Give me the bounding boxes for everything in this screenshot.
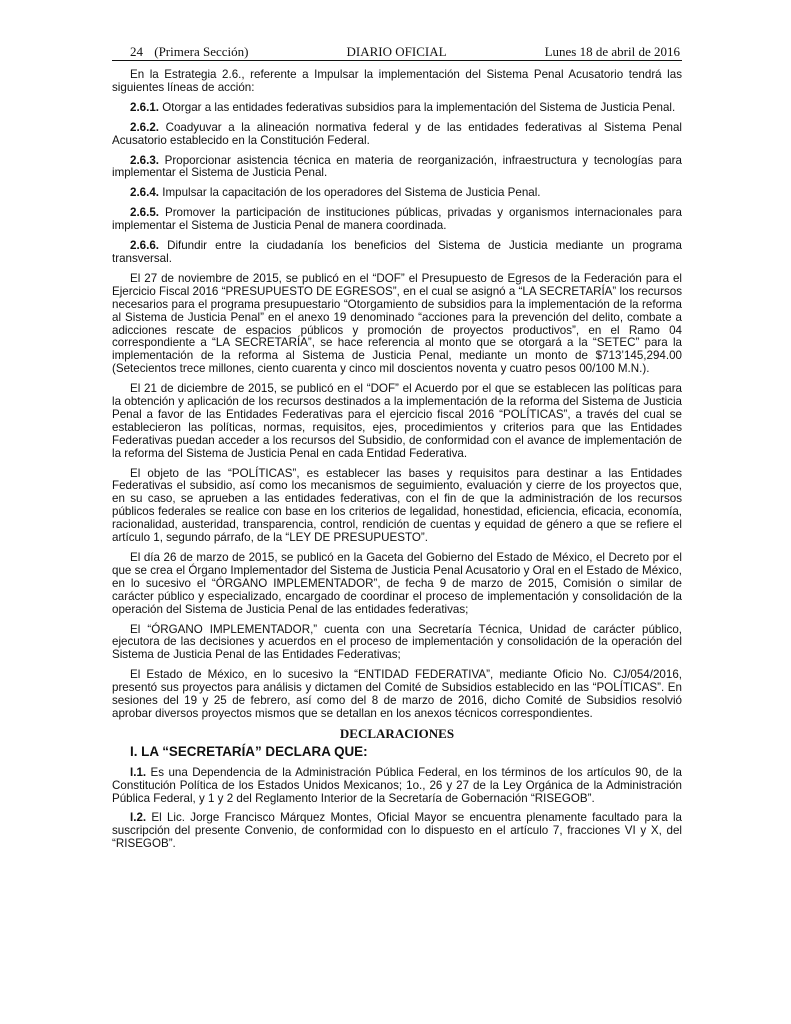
declaration-2 <box>112 812 682 851</box>
action-text: Impulsar la capacitación de los operadores del Sistema de Justicia Penal. <box>159 186 541 200</box>
action-text: Coadyuvar a la alineación normativa federal y de las entidades federativas al Sistema Penal Acusatorio establecido en la Constitución Federal. <box>112 120 682 147</box>
action-text: Promover la participación de instituciones públicas, privadas y organismos internacionales para implementar el Sistema de Justicia Penal de manera coordinada. <box>112 206 682 233</box>
paragraph-organo-decreto: El día 26 de marzo de 2015, se publicó en la Gaceta del Gobierno del Estado de México, el Decreto por el que se crea el Órgano Implementador del Sistema de Justicia Penal Acusatorio y Oral en el Estado de México, en lo sucesivo el “ÓRGANO IMPLEMENTADOR”, de fecha 9 de marzo de 2015, Comisión o similar de carácter público y especializado, encargado de coordinar el proceso de implementación y consolidación de la operación del Sistema de Justicia Penal de las entidades federativas; <box>112 551 682 616</box>
declaration-number: I.2. <box>130 811 147 825</box>
action-number: 2.6.5. <box>130 206 160 220</box>
action-number: 2.6.6. <box>130 239 160 253</box>
action-line-6 <box>112 240 682 266</box>
paragraph-presupuesto: El 27 de noviembre de 2015, se publicó en el “DOF” el Presupuesto de Egresos de la Federación para el Ejercicio Fiscal 2016 “PRESUPUESTO DE EGRESOS”, en el cual se asignó a “LA SECRETARÍA” los recursos necesarios para el programa presupuestario “Otorgamiento de subsidios para la implementación de la reforma al Sistema de Justicia Penal” en el anexo 19 denominado “acciones para la prevención del delito, combate a adicciones rescate de espacios públicos y promoción de proyectos productivos”, en el Ramo 04 correspondiente a “LA SECRETARÍA”, se hace referencia al monto que se otorgará a la “SETEC” para la implementación de la reforma al Sistema de Justicia Penal, mediante un monto de $713’145,294.00 (Setecientos trece millones, ciento cuarenta y cinco mil doscientos noventa y cuatro pesos 00/100 M.N.). <box>112 271 682 376</box>
action-line-4 <box>112 187 682 200</box>
declaraciones-title: DECLARACIONES <box>339 725 455 741</box>
paragraph-secretaria-tecnica: El “ÓRGANO IMPLEMENTADOR,” cuenta con una Secretaría Técnica, Unidad de carácter público, ejecutora de las decisiones y acuerdos en el proceso de implementación y consolidación de la operación del Sistema de Justicia Penal de las Entidades Federativas; <box>112 622 682 662</box>
paragraph-entidad-federativa: El Estado de México, en lo sucesivo la “ENTIDAD FEDERATIVA”, mediante Oficio No. CJ/054/2016, presentó sus proyectos para análisis y dictamen del Comité de Subsidios establecido en las “POLÍTICAS”. En sesiones del 19 y 25 de febrero, así como del 8 de marzo de 2016, dicho Comité de Subsidios resolvió aprobar diversos proyectos mismos que se detallan en los anexos técnicos correspondientes. <box>112 668 682 720</box>
section-label: (Primera Sección) <box>154 44 249 59</box>
action-line-2 <box>112 122 682 148</box>
page-header <box>112 44 682 61</box>
declaration-1 <box>112 767 682 806</box>
document-page <box>112 44 682 858</box>
action-number: 2.6.3. <box>130 153 160 167</box>
action-line-3 <box>112 155 682 181</box>
publication-name: DIARIO OFICIAL <box>346 44 447 59</box>
action-text: Proporcionar asistencia técnica en materia de reorganización, infraestructura y tecnologías para implementar el Sistema de Justicia Penal. <box>112 153 682 180</box>
action-text: Otorgar a las entidades federativas subsidios para la implementación del Sistema de Justicia Penal. <box>159 100 676 114</box>
action-line-1 <box>112 102 682 115</box>
action-number: 2.6.1. <box>130 100 160 114</box>
declaration-text: Es una Dependencia de la Administración Pública Federal, en los términos de los artículos 90, de la Constitución Política de los Estados Unidos Mexicanos; 1o., 26 y 27 de la Ley Orgánica de la Administración Pública Federal, y 1 y 2 del Reglamento Interior de la Secretaría de Gobernación “RISEGOB”. <box>112 765 682 805</box>
action-line-5 <box>112 207 682 233</box>
publication-date: Lunes 18 de abril de 2016 <box>544 44 680 59</box>
page-number: 24 <box>130 44 143 59</box>
paragraph-politicas-acuerdo: El 21 de diciembre de 2015, se publicó en el “DOF” el Acuerdo por el que se establecen las políticas para la obtención y aplicación de los recursos destinados a la implementación de la reforma del Sistema de Justicia Penal a favor de las Entidades Federativas para el ejercicio fiscal 2016 “POLÍTICAS”, a través del cual se establecieron las políticas, normas, requisitos, ejes, procedimientos y criterios para que las Entidades Federativas puedan acceder a los recursos del Subsidio, de conformidad con el avance de implementación de la reforma del Sistema de Justicia Penal en cada Entidad Federativa. <box>112 382 682 460</box>
declaration-text: El Lic. Jorge Francisco Márquez Montes, Oficial Mayor se encuentra plenamente facultado para la suscripción del presente Convenio, de conformidad con lo dispuesto en el artículo 7, fracciones VI y X, del “RISEGOB”. <box>112 811 682 851</box>
action-number: 2.6.2. <box>130 120 160 134</box>
action-number: 2.6.4. <box>130 186 160 200</box>
action-text: Difundir entre la ciudadanía los beneficios del Sistema de Justicia mediante un programa transversal. <box>112 239 682 265</box>
declaration-number: I.1. <box>130 765 147 779</box>
intro-paragraph: En la Estrategia 2.6., referente a Impulsar la implementación del Sistema Penal Acusatorio tendrá las siguientes líneas de acción: <box>112 68 682 94</box>
header-left <box>114 44 248 59</box>
secretaria-heading: I. LA “SECRETARÍA” DECLARA QUE: <box>130 743 368 759</box>
paragraph-objeto-politicas: El objeto de las “POLÍTICAS”, es establecer las bases y requisitos para destinar a las Entidades Federativas el subsidio, así como los mecanismos de seguimiento, evaluación y cierre de los proyectos que, en su caso, se aprueben a las entidades federativas, con el fin de que la administración de los recursos públicos federales se realice con base en los criterios de legalidad, honestidad, eficiencia, eficacia, economía, racionalidad, austeridad, transparencia, control, rendición de cuentas y equidad de género a que se refiere el artículo 1, segundo párrafo, de la “LEY DE PRESUPUESTO”. <box>112 466 682 545</box>
